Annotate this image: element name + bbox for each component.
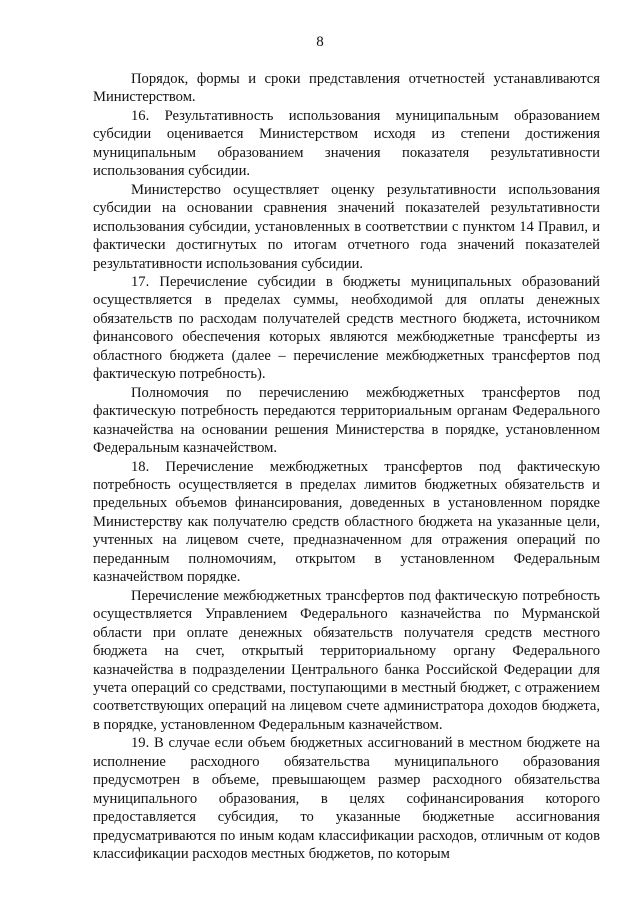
paragraph-17-powers: Полномочия по перечислению межбюджетных трансфертов под фактическую потребность передаются территориальным органам Федерального казначейства на основании решения Министерства в порядке, установленном Федеральным казначейством. (93, 384, 600, 457)
page-number: 8 (316, 34, 324, 50)
paragraph-reporting-forms: Порядок, формы и сроки представления отчетностей устанавливаются Министерством. (93, 71, 600, 106)
paragraph-16: 16. Результативность использования муниципальным образованием субсидии оценивается Министерством исходя из степени достижения муниципальным образованием значения показателя результативности использования субсидии. (93, 107, 600, 180)
paragraph-18: 18. Перечисление межбюджетных трансфертов под фактическую потребность осуществляется в пределах лимитов бюджетных обязательств и предельных объемов финансирования, доведенных в установленном порядке Министерству как получателю средств областного бюджета на указанные цели, учтенных на лицевом счете, предназначенном для отражения операций по переданным полномочиям, открытом в установленном Федеральным казначейством порядке. (93, 458, 600, 586)
document-body (93, 70, 600, 863)
paragraph-19: 19. В случае если объем бюджетных ассигнований в местном бюджете на исполнение расходного обязательства муниципального образования предусмотрен в объеме, превышающем размер расходного обязательства муниципального образования, в целях софинансирования которого предоставляется субсидия, то указанные бюджетные ассигнования предусматриваются по иным кодам классификации расходов, отличным от кодов классификации расходов местных бюджетов, по которым (93, 735, 600, 863)
paragraph-16-evaluation: Министерство осуществляет оценку результативности использования субсидии на основании сравнения значений показателей результативности использования субсидии, установленных в соответствии с пунктом 14 Правил, и фактически достигнутых по итогам отчетного года значений показателей результативности использования субсидии. (93, 181, 600, 272)
paragraph-17: 17. Перечисление субсидии в бюджеты муниципальных образований осуществляется в пределах суммы, необходимой для оплаты денежных обязательств по расходам получателей средств местного бюджета, источником финансового обеспечения которых являются межбюджетные трансферты из областного бюджета (далее – перечисление межбюджетных трансфертов под фактическую потребность). (93, 273, 600, 383)
paragraph-18-transfer: Перечисление межбюджетных трансфертов под фактическую потребность осуществляется Управлением Федерального казначейства по Мурманской области при оплате денежных обязательств получателя средств местного бюджета на счет, открытый территориальному органу Федерального казначейства в подразделении Центрального банка Российской Федерации для учета операций со средствами, поступающими в местный бюджет, с отражением соответствующих операций на лицевом счете администратора доходов бюджета, в порядке, установленном Федеральным казначейством. (93, 587, 600, 733)
